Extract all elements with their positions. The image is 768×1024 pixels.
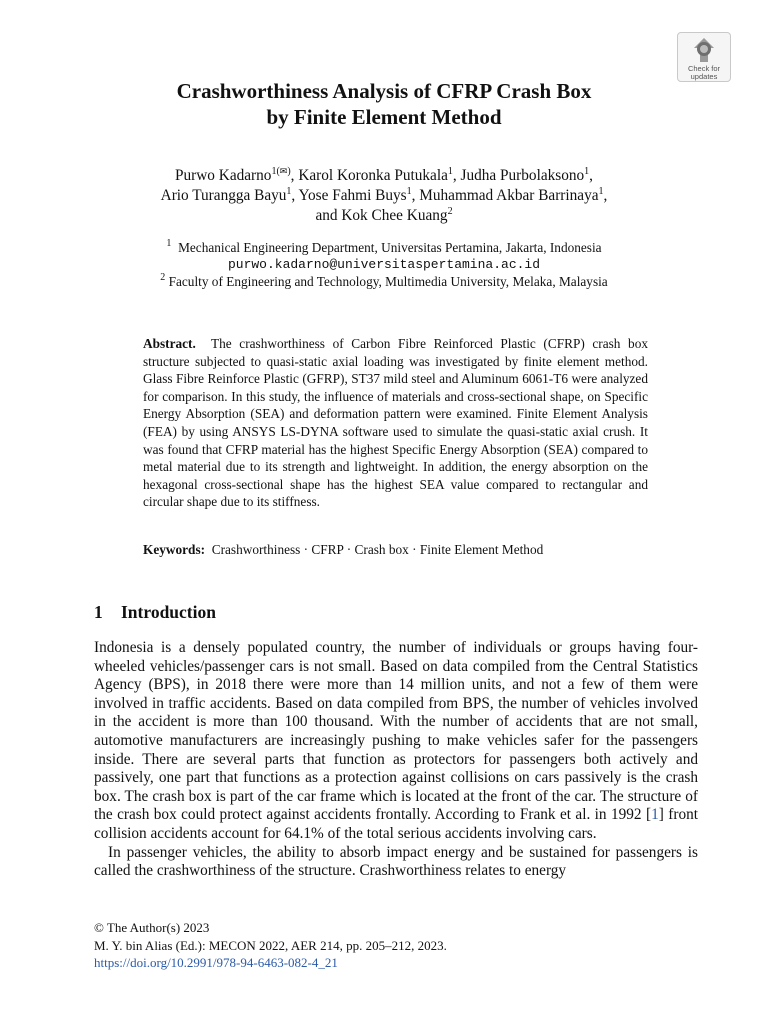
affiliation-2: $^2$ Faculty of Engineering and Technology, Multimedia University, Melaka, Malaysia xyxy=(160,272,608,289)
author-superscript: 1(✉) xyxy=(271,166,291,177)
authors-line-3: and Kok Chee Kuang$^2$ xyxy=(315,206,453,224)
title-line-1: Crashworthiness Analysis of CFRP Crash Box xyxy=(176,79,592,103)
author-list xyxy=(0,166,768,226)
paper-title xyxy=(0,78,768,130)
paragraph-2: In passenger vehicles, the ability to absorb impact energy and be sustained for passengers is called the crashworthiness of the structure. Crashworthiness relates to energy xyxy=(94,843,698,880)
author-email[interactable]: purwo.kadarno@universitaspertamina.ac.id xyxy=(227,257,541,272)
section-number: 1 xyxy=(94,602,103,622)
authors-line-2: Ario Turangga Bayu$^1$, Yose Fahmi Buys$^1$, Muhammad Akbar Barrinaya$^1$, xyxy=(160,186,608,204)
footer xyxy=(94,919,698,972)
reference-link[interactable]: 1 xyxy=(651,806,659,824)
check-for-updates-label: Check for updates xyxy=(687,64,721,81)
check-for-updates-badge[interactable] xyxy=(677,32,731,82)
keywords xyxy=(143,541,648,558)
section-title: Introduction xyxy=(121,602,216,622)
section-heading xyxy=(94,601,216,623)
doi-link[interactable]: https://doi.org/10.2991/978-94-6463-082-4_21 xyxy=(94,955,338,971)
keywords-label: Keywords: xyxy=(143,542,206,557)
authors-line-1: Purwo Kadarno$^{1(✉)}$, Karol Koronka Putukala$^1$, Judha Purbolaksono$^1$, xyxy=(175,166,593,184)
copyright-notice: © The Author(s) 2023 xyxy=(94,920,210,935)
body-text xyxy=(94,639,698,881)
citation-line: M. Y. bin Alias (Ed.): MECON 2022, AER 214, pp. 205–212, 2023. xyxy=(94,937,447,953)
abstract-text: The crashworthiness of Carbon Fibre Reinforced Plastic (CFRP) crash box structure subjected to quasi-static axial loading was investigated by finite element method. Glass Fibre Reinforce Plastic (GFRP), ST37 mild steel and Aluminum 6061-T6 were analyzed for comparison. In this study, the influence of materials and cross-sectional shape, on Specific Energy Absorption (SEA) and deformation pattern were examined. Finite Element Analysis (FEA) by using ANSYS LS-DYNA software used to simulate the quasi-static axial crush. It was found that CFRP material has the highest Specific Energy Absorption (SEA) compared to metal material due to its strength and lightweight. In addition, the energy absorption on the hexagonal cross-sectional shape has the highest SEA value compared to rectangular and circular shape due to its stiffness. xyxy=(143,336,648,510)
title-line-2: by Finite Element Method xyxy=(266,105,502,129)
keywords-text: Crashworthiness · CFRP · Crash box · Finite Element Method xyxy=(211,542,544,557)
affiliation-1: $^1$ Mechanical Engineering Department, Universitas Pertamina, Jakarta, Indonesia xyxy=(166,238,602,255)
envelope-icon[interactable]: ✉ xyxy=(279,167,288,177)
abstract xyxy=(143,335,648,511)
abstract-label: Abstract. xyxy=(143,336,196,351)
affiliations xyxy=(0,239,768,290)
paragraph-1: Indonesia is a densely populated country, the number of individuals or groups having four-wheeled vehicles/passenger cars is not small. Based on data compiled from the Central Statistics Agency (BPS), in 2018 there were more than 14 million units, and not a few of them were involved in traffic accidents. Based on data compiled from BPS, the number of vehicles involved in the accident is more than 100 thousand. With the number of accidents that are not small, automotive manufacturers are increasingly pushing to make vehicles safer for the passengers inside. There are several parts that function as protectors for passengers both actively and passively, one part that functions as a protection against collisions on cars passively is the crash box. The crash box is part of the car frame which is located at the front of the car. The structure of the crash box could protect against accidents frontally. According to Frank et al. in 1992 [1] front collision accidents account for 64.1% of the total serious accidents involving cars. xyxy=(94,639,698,842)
check-for-updates-icon xyxy=(691,36,717,64)
